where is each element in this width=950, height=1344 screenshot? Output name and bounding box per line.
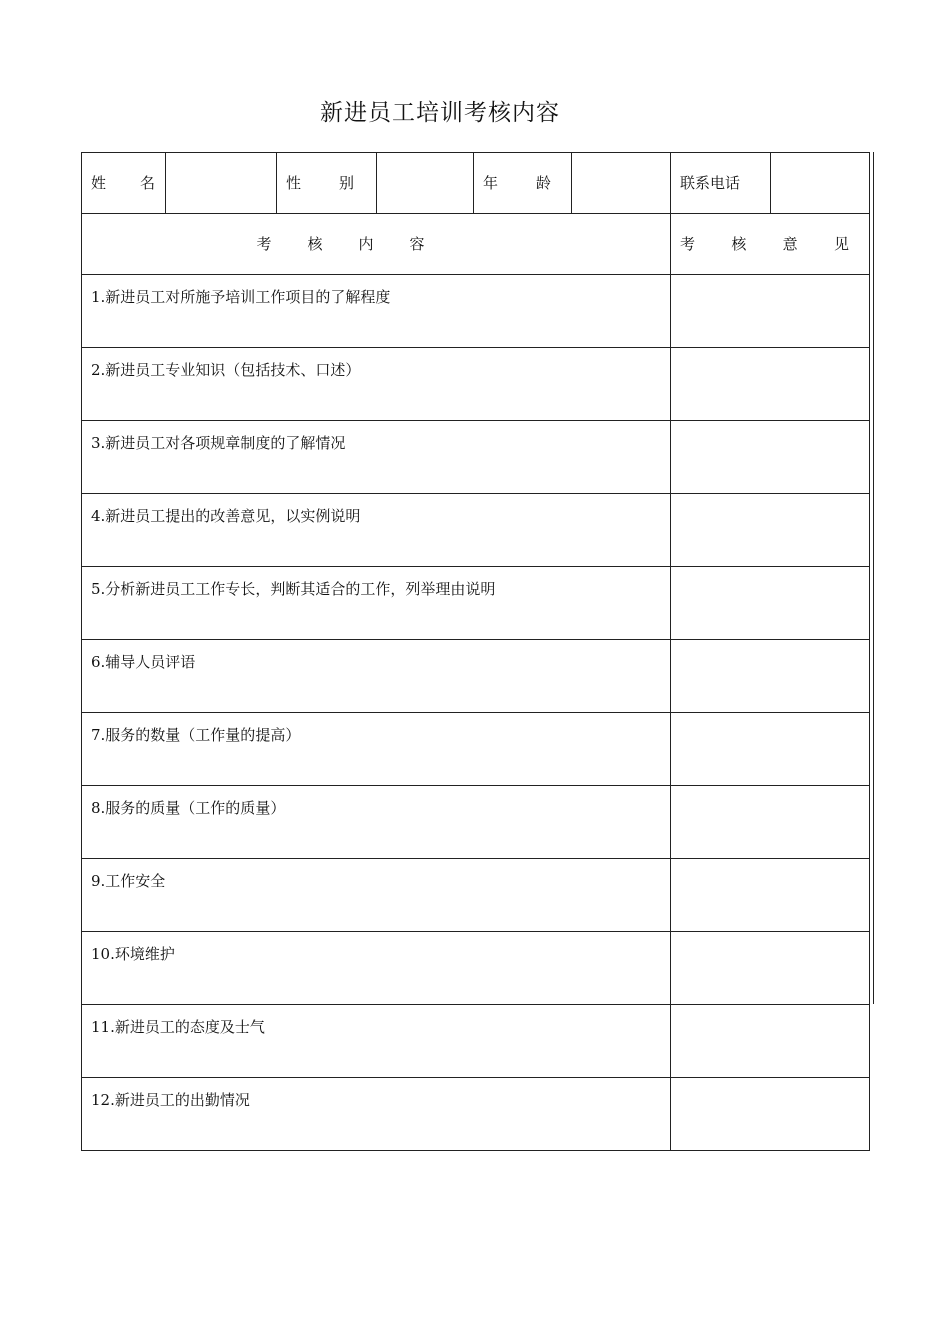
age-label xyxy=(474,153,572,214)
opinion-header-char-4: 见 xyxy=(833,235,849,253)
opinion-field[interactable] xyxy=(671,275,870,348)
table-row xyxy=(82,713,870,786)
opinion-field[interactable] xyxy=(671,713,870,786)
table-row xyxy=(82,786,870,859)
name-label-char-1: 姓 xyxy=(91,174,107,192)
content-header-char-2: 核 xyxy=(307,235,323,253)
assessment-item: 2.新进员工专业知识（包括技术、口述） xyxy=(82,348,671,421)
table-row xyxy=(82,1005,870,1078)
assessment-item: 10.环境维护 xyxy=(82,932,671,1005)
content-header-char-3: 内 xyxy=(358,235,374,253)
assessment-item: 8.服务的质量（工作的质量） xyxy=(82,786,671,859)
header-row xyxy=(82,214,870,275)
opinion-field[interactable] xyxy=(671,640,870,713)
gender-label-char-2: 别 xyxy=(338,174,354,192)
table-row xyxy=(82,567,870,640)
table-row xyxy=(82,859,870,932)
gender-label xyxy=(277,153,377,214)
assessment-form xyxy=(81,152,871,1109)
opinion-field[interactable] xyxy=(671,1005,870,1078)
assessment-item: 3.新进员工对各项规章制度的了解情况 xyxy=(82,421,671,494)
assessment-item: 4.新进员工提出的改善意见，以实例说明 xyxy=(82,494,671,567)
opinion-header xyxy=(671,214,870,275)
age-label-char-1: 年 xyxy=(483,174,499,192)
opinion-field[interactable] xyxy=(671,786,870,859)
assessment-table xyxy=(81,152,870,1151)
table-row xyxy=(82,421,870,494)
assessment-item: 6.辅导人员评语 xyxy=(82,640,671,713)
assessment-item: 5.分析新进员工工作专长，判断其适合的工作，列举理由说明 xyxy=(82,567,671,640)
content-header xyxy=(82,214,671,275)
assessment-item: 11.新进员工的态度及士气 xyxy=(82,1005,671,1078)
phone-field[interactable] xyxy=(771,153,870,214)
phone-label: 联系电话 xyxy=(671,153,771,214)
page-title: 新进员工培训考核内容 xyxy=(320,100,560,126)
name-field[interactable] xyxy=(166,153,277,214)
opinion-field[interactable] xyxy=(671,348,870,421)
opinion-field[interactable] xyxy=(671,421,870,494)
assessment-item: 7.服务的数量（工作量的提高） xyxy=(82,713,671,786)
name-label xyxy=(82,153,166,214)
opinion-field[interactable] xyxy=(671,1078,870,1151)
opinion-field[interactable] xyxy=(671,859,870,932)
opinion-field[interactable] xyxy=(671,932,870,1005)
content-header-char-1: 考 xyxy=(256,235,272,253)
opinion-field[interactable] xyxy=(671,567,870,640)
table-row xyxy=(82,275,870,348)
assessment-item: 1.新进员工对所施予培训工作项目的了解程度 xyxy=(82,275,671,348)
table-row xyxy=(82,932,870,1005)
gender-label-char-1: 性 xyxy=(286,174,302,192)
age-label-char-2: 龄 xyxy=(535,174,551,192)
age-field[interactable] xyxy=(572,153,671,214)
table-row xyxy=(82,640,870,713)
name-label-char-2: 名 xyxy=(139,174,155,192)
opinion-field[interactable] xyxy=(671,494,870,567)
assessment-item: 9.工作安全 xyxy=(82,859,671,932)
assessment-item: 12.新进员工的出勤情况 xyxy=(82,1078,671,1151)
table-row xyxy=(82,494,870,567)
table-row xyxy=(82,348,870,421)
opinion-header-char-3: 意 xyxy=(782,235,798,253)
opinion-header-char-1: 考 xyxy=(680,235,696,253)
opinion-header-char-2: 核 xyxy=(731,235,747,253)
table-row xyxy=(82,1078,870,1151)
info-row xyxy=(82,153,870,214)
content-header-char-4: 容 xyxy=(409,235,425,253)
gender-field[interactable] xyxy=(377,153,474,214)
